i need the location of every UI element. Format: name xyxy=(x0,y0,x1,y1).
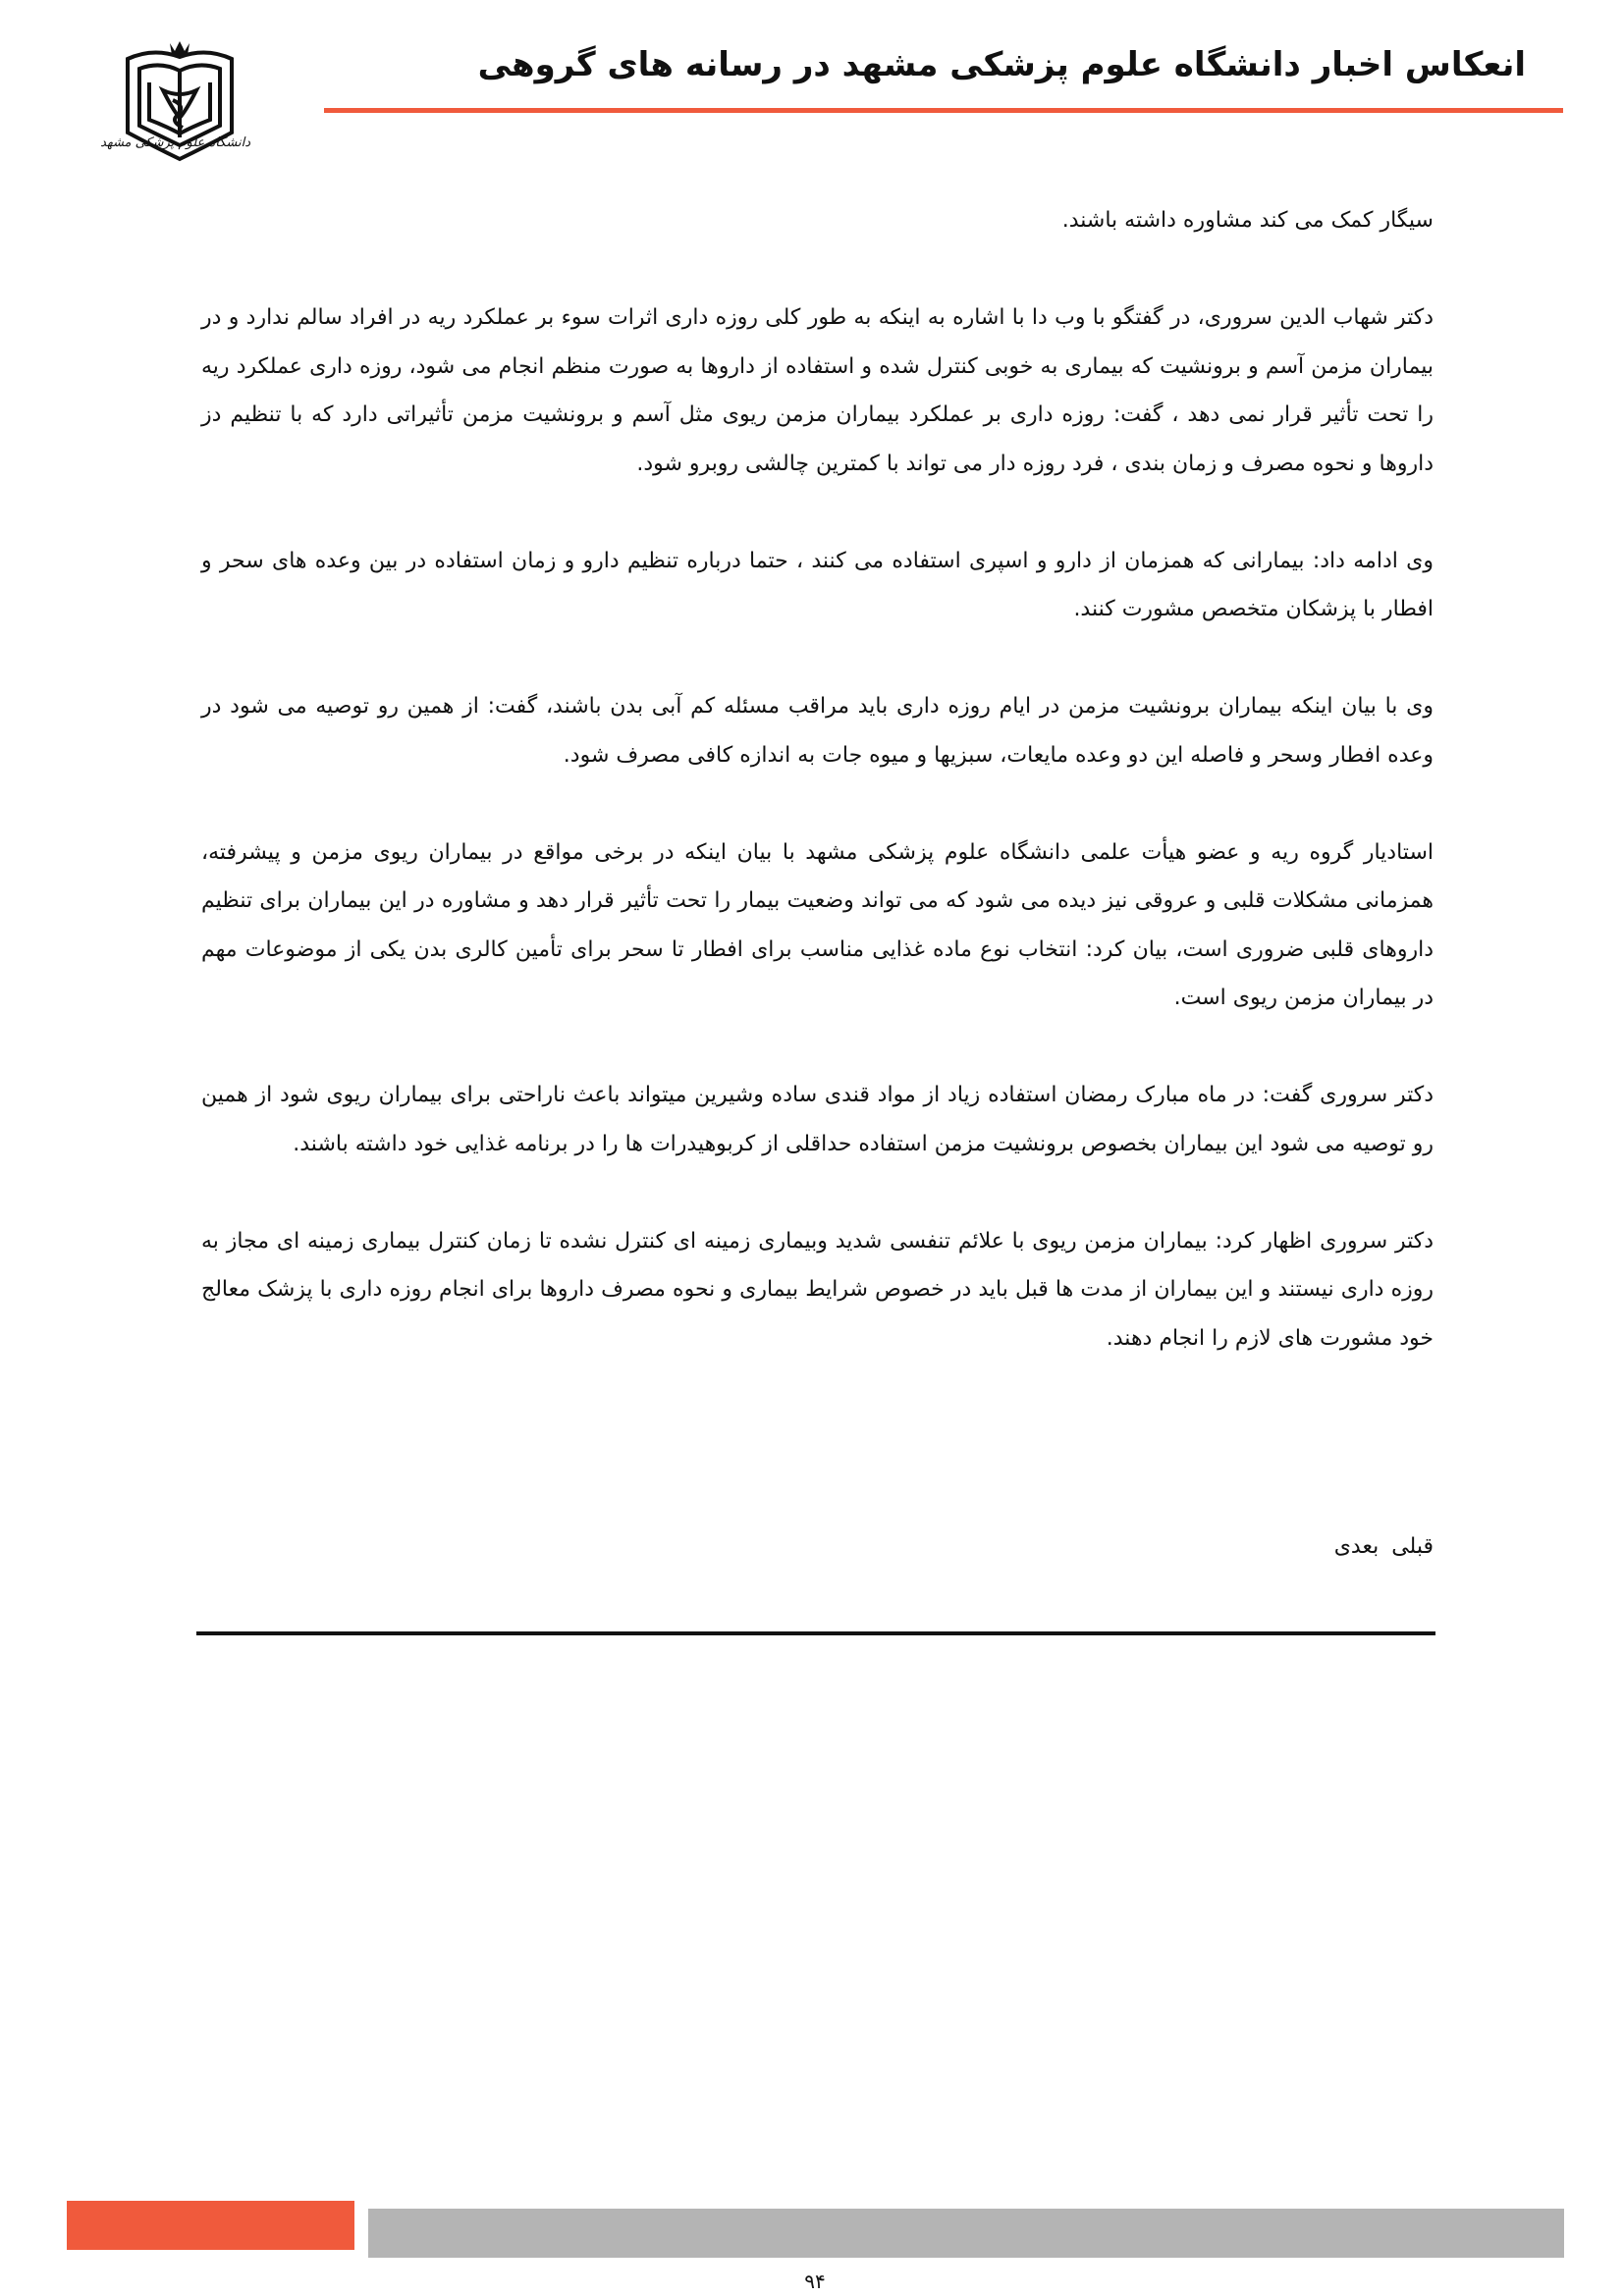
paragraph: وی با بیان اینکه بیماران برونشیت مزمن در ایام روزه داری باید مراقب مسئله کم آبی بدن باشند، گفت: از همین رو توصیه می شود در وعده افطار وسحر و فاصله این دو وعده مایعات، سبزیها و میوه جات به اندازه کافی مصرف شود. xyxy=(201,694,1434,768)
page-number: ۹۴ xyxy=(804,2269,826,2293)
article-end-divider xyxy=(196,1631,1435,1635)
logo-caption: دانشگاه علوم پزشکی مشهد xyxy=(100,135,250,150)
paragraph: دکتر سروری اظهار کرد: بیماران مزمن ریوی با علائم تنفسی شدید وبیماری زمینه ای کنترل نشده تا زمان کنترل بیماری زمینه ای مجاز به روزه داری نیستند و این بیماران از مدت ها قبل باید در خصوص شرایط بیماری و نحوه مصرف داروها برای انجام روزه داری با پزشک معالج خود مشورت های لازم را انجام دهند. xyxy=(201,1228,1434,1351)
paragraph: دکتر سروری گفت: در ماه مبارک رمضان استفاده زیاد از مواد قندی ساده وشیرین میتواند باعث ناراحتی برای بیماران ریوی شود از همین رو توصیه می شود این بیماران بخصوص برونشیت مزمن استفاده حداقلی از کربوهیدرات ها را در برنامه غذایی خود داشته باشند. xyxy=(201,1083,1434,1156)
footer-accent-bar xyxy=(67,2201,354,2250)
previous-link[interactable]: قبلی xyxy=(1391,1534,1434,1559)
article-navigation xyxy=(1328,1534,1434,1559)
paragraph: استادیار گروه ریه و عضو هیأت علمی دانشگاه علوم پزشکی مشهد با بیان اینکه در برخی مواقع در بیماران ریوی مزمن و پیشرفته، همزمانی مشکلات قلبی و عروقی نیز دیده می شود که می تواند وضعیت بیمار را تحت تأثیر قرار دهد و مشاوره در این بیماران برای تنظیم داروهای قلبی ضروری است، بیان کرد: انتخاب نوع ماده غذایی مناسب برای افطار تا سحر برای تأمین کالری بدن یکی از موضوعات مهم در بیماران مزمن ریوی است. xyxy=(201,839,1434,1010)
page-title: انعکاس اخبار دانشگاه علوم پزشکی مشهد در رسانه های گروهی xyxy=(477,45,1526,84)
article-body xyxy=(201,196,1434,1412)
footer-gray-bar xyxy=(368,2209,1564,2258)
header-divider xyxy=(324,108,1563,113)
paragraph: سیگار کمک می کند مشاوره داشته باشند. xyxy=(1061,208,1434,233)
paragraph: وی ادامه داد: بیمارانی که همزمان از دارو و اسپری استفاده می کنند ، حتما درباره تنظیم دارو و زمان استفاده در بین وعده های سحر و افطار با پزشکان متخصص مشورت کنند. xyxy=(201,548,1434,621)
paragraph: دکتر شهاب الدین سروری، در گفتگو با وب دا با اشاره به اینکه به طور کلی روزه داری اثرات سوء بر عملکرد ریه در افراد سالم ندارد و در بیماران مزمن آسم و برونشیت که بیماری به خوبی کنترل شده و استفاده از داروها به صورت منظم انجام می شود، روزه داری عملکرد ریه را تحت تأثیر قرار نمی دهد ، گفت: روزه داری بر عملکرد بیماران مزمن ریوی مثل آسم و برونشیت مزمن تأثیراتی دارد که با تنظیم دز داروها و نحوه مصرف و زمان بندی ، فرد روزه دار می تواند با کمترین چالشی روبرو شود. xyxy=(201,305,1434,476)
next-link[interactable]: بعدی xyxy=(1333,1534,1380,1559)
